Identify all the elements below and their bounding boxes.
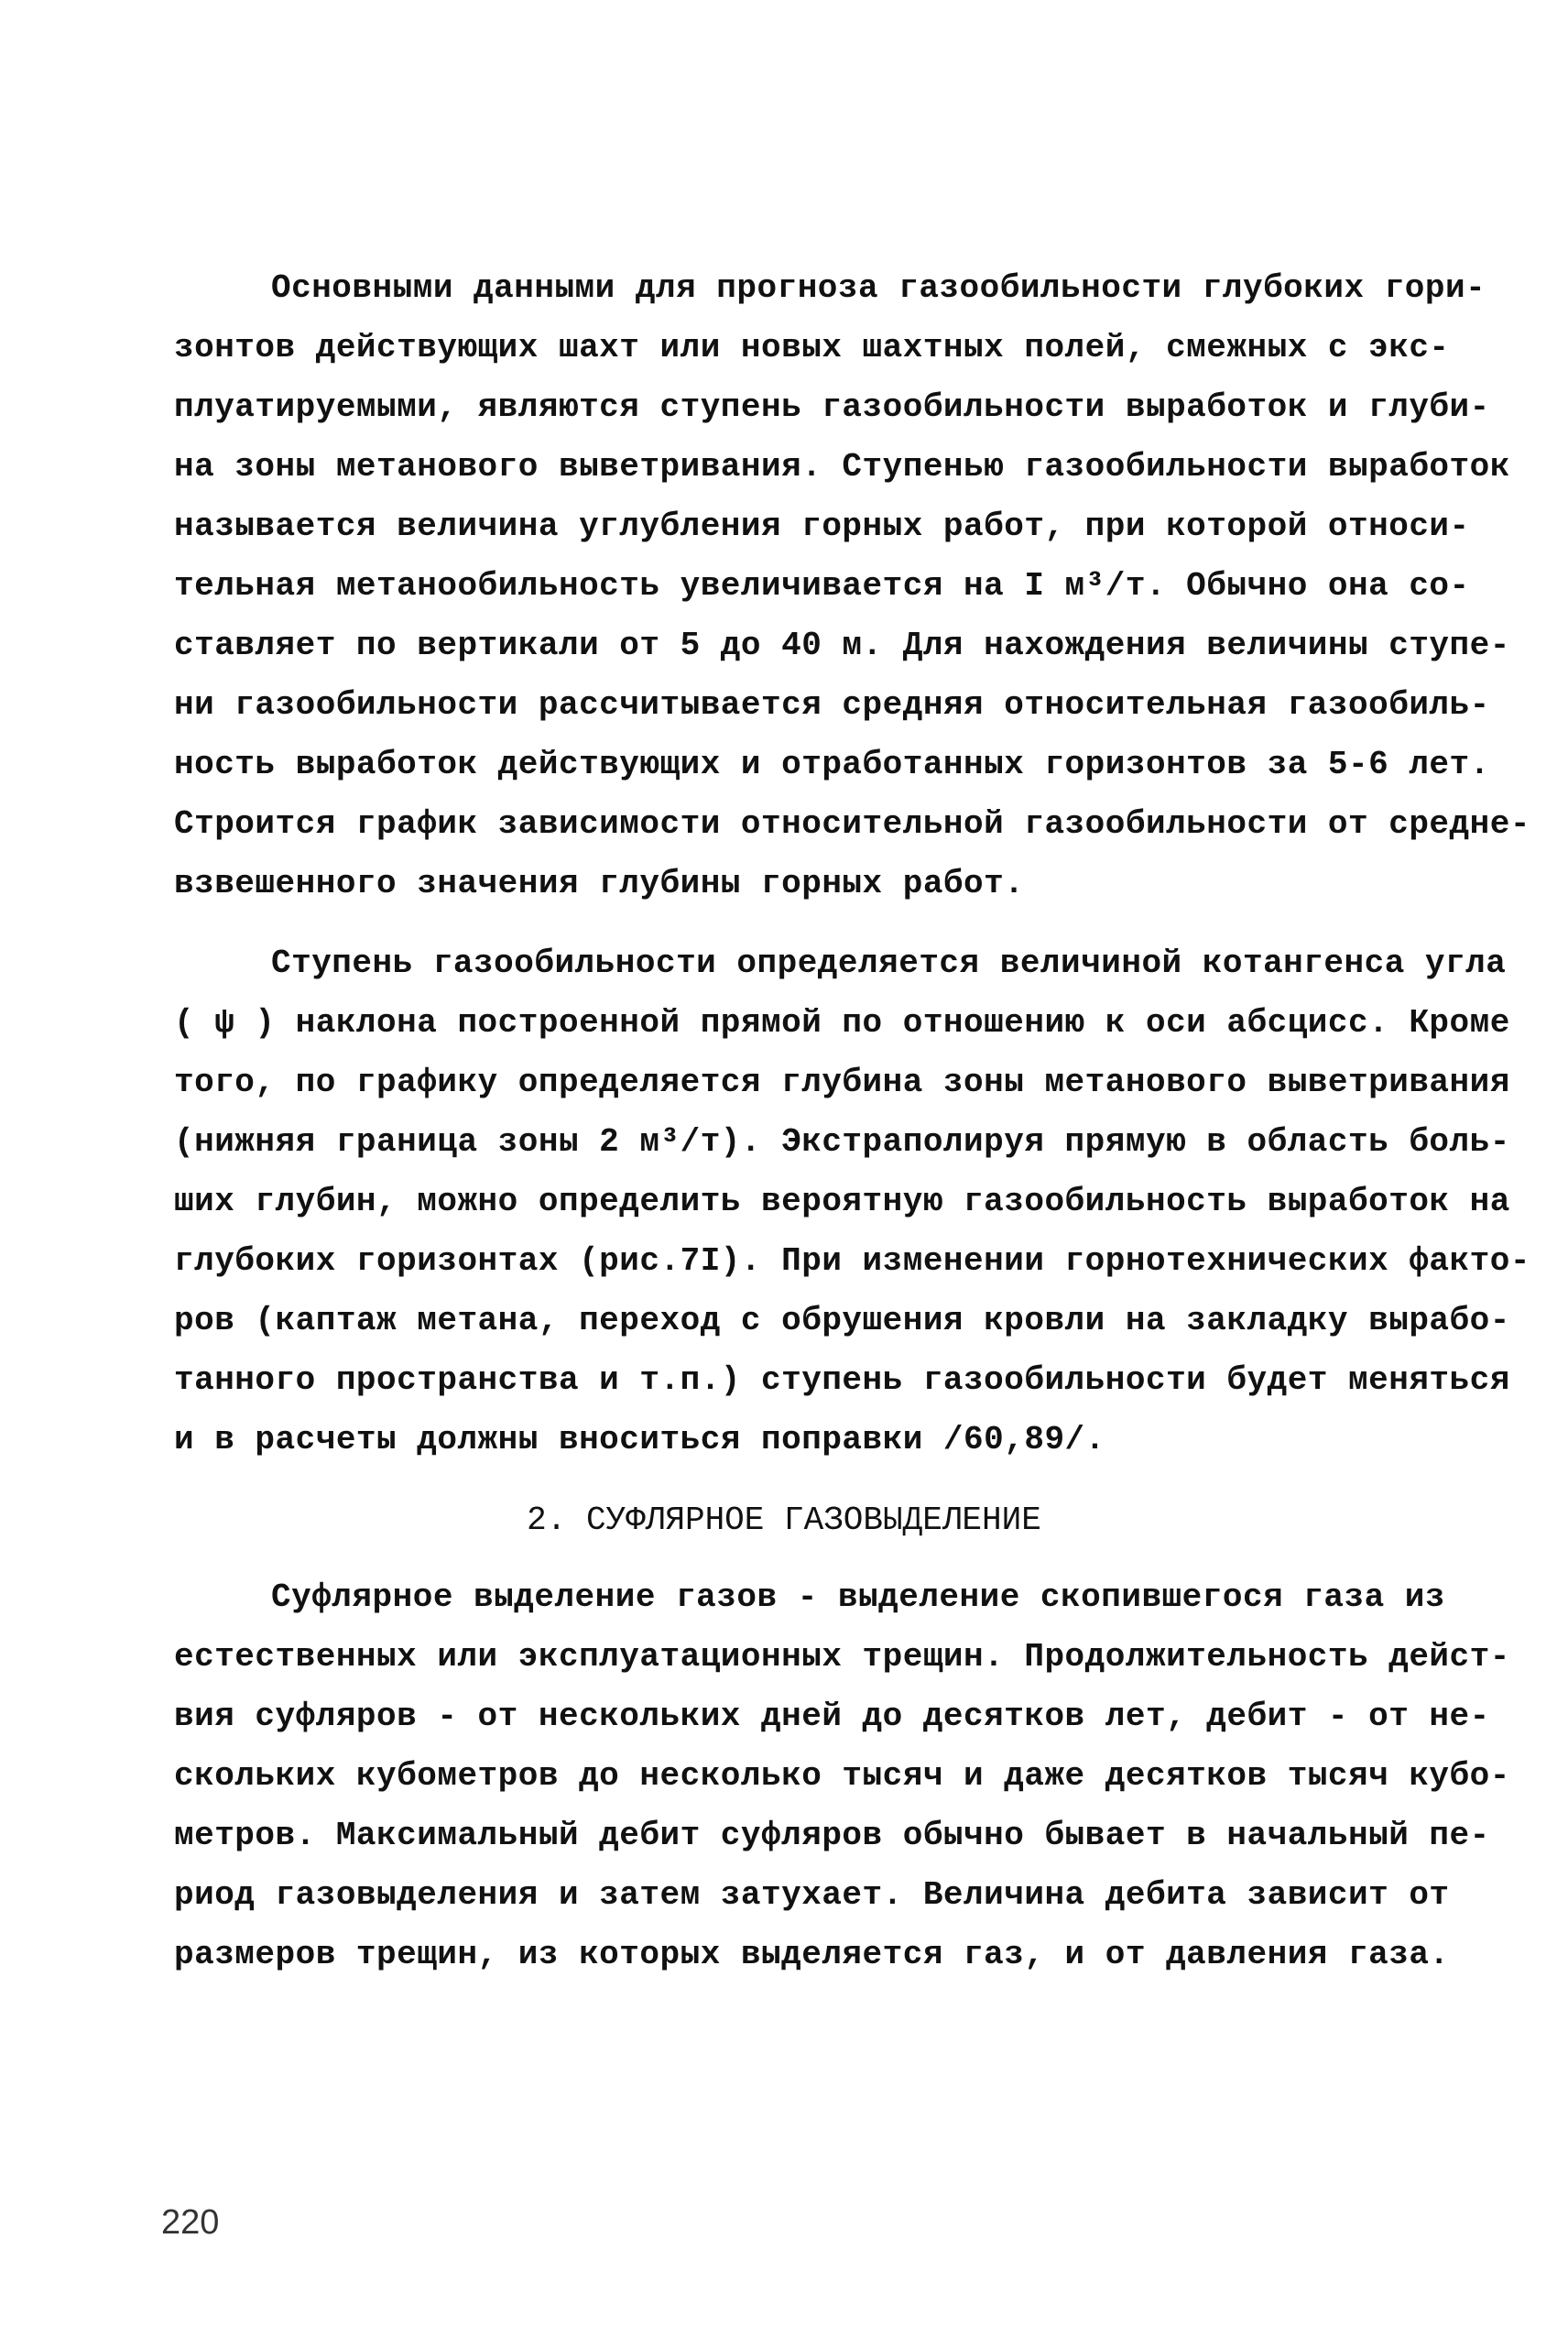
paragraph-line: тельная метанообильность увеличивается на I м³/т. Обычно она со- (174, 567, 1470, 605)
paragraph-line: называется величина углубления горных работ, при которой относи- (174, 508, 1470, 545)
page-number: 220 (161, 2203, 220, 2242)
paragraph-line: (нижняя граница зоны 2 м³/т). Экстраполируя прямую в область боль- (174, 1123, 1510, 1161)
paragraph-line: риод газовыделения и затем затухает. Величина дебита зависит от (174, 1876, 1450, 1914)
section-heading: 2. СУФЛЯРНОЕ ГАЗОВЫДЕЛЕНИЕ (527, 1502, 1041, 1539)
paragraph-line: Строится график зависимости относительной газообильности от средне- (174, 805, 1530, 843)
paragraph-line: размеров трещин, из которых выделяется газ, и от давления газа. (174, 1936, 1450, 1973)
paragraph-line: на зоны метанового выветривания. Ступенью газообильности выработок (174, 448, 1510, 486)
paragraph-line: Суфлярное выделение газов - выделение скопившегося газа из (271, 1578, 1446, 1616)
paragraph-line: того, по графику определяется глубина зоны метанового выветривания (174, 1064, 1510, 1101)
paragraph-line: танного пространства и т.п.) ступень газообильности будет меняться (174, 1361, 1510, 1399)
paragraph-line: естественных или эксплуатационных трещин. Продолжительность дейст- (174, 1638, 1510, 1676)
paragraph-line: Основными данными для прогноза газообильности глубоких гори- (271, 269, 1486, 307)
paragraph-line: зонтов действующих шахт или новых шахтных полей, смежных с экс- (174, 329, 1450, 366)
paragraph-line: взвешенного значения глубины горных работ. (174, 865, 1025, 902)
paragraph-line: вия суфляров - от нескольких дней до десятков лет, дебит - от не- (174, 1698, 1490, 1735)
paragraph-line: ни газообильности рассчитывается средняя относительная газообиль- (174, 686, 1490, 724)
paragraph-line: скольких кубометров до несколько тысяч и даже десятков тысяч кубо- (174, 1757, 1510, 1795)
paragraph-line: ( ψ ) наклона построенной прямой по отношению к оси абсцисс. Кроме (174, 1004, 1510, 1042)
paragraph-line: ставляет по вертикали от 5 до 40 м. Для нахождения величины ступе- (174, 627, 1510, 664)
paragraph-line: ность выработок действующих и отработанных горизонтов за 5-6 лет. (174, 746, 1490, 783)
paragraph-line: ров (каптаж метана, переход с обрушения кровли на закладку вырабо- (174, 1302, 1510, 1339)
paragraph-line: метров. Максимальный дебит суфляров обычно бывает в начальный пе- (174, 1817, 1490, 1854)
paragraph-line: и в расчеты должны вноситься поправки /60,89/. (174, 1421, 1105, 1458)
paragraph-line: глубоких горизонтах (рис.7I). При изменении горнотехнических факто- (174, 1242, 1530, 1280)
paragraph-line: Ступень газообильности определяется величиной котангенса угла (271, 945, 1507, 982)
paragraph-line: ших глубин, можно определить вероятную газообильность выработок на (174, 1183, 1510, 1220)
paragraph-line: плуатируемыми, являются ступень газообильности выработок и глуби- (174, 388, 1490, 426)
